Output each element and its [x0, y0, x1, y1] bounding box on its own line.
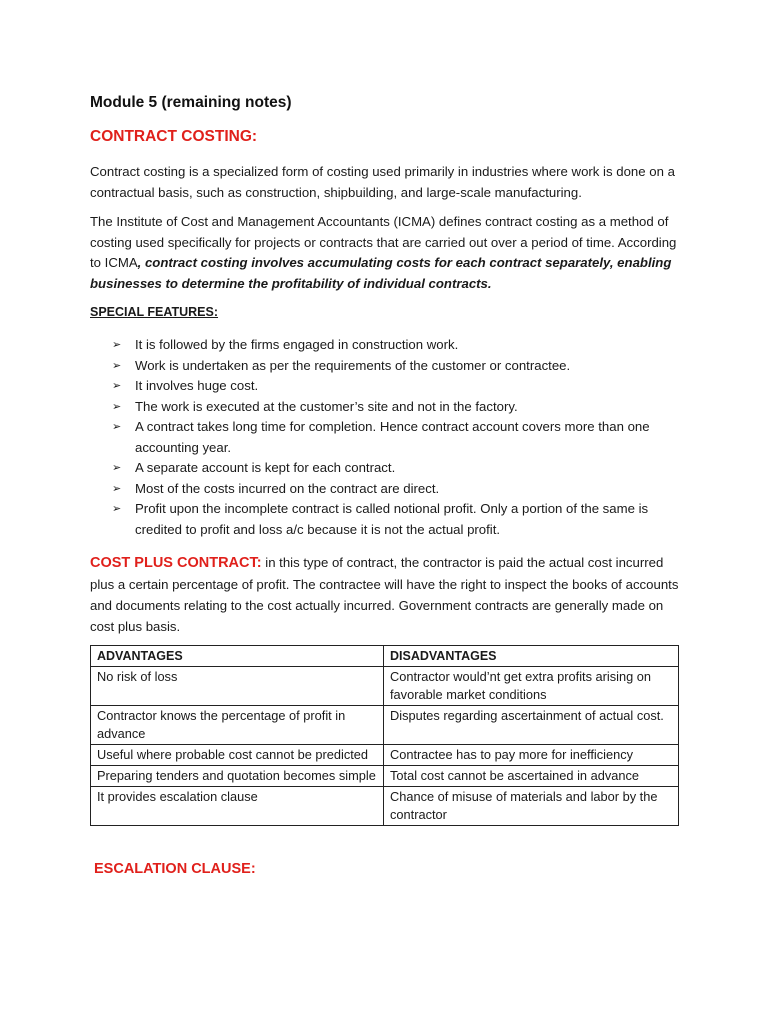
advantage-cell: Useful where probable cost cannot be predicted: [91, 745, 384, 766]
icma-definition-text: The Institute of Cost and Management Accountants (ICMA) defines contract costing as a method of costing used specifically for projects or contracts that are carried out over a period of time. According to ICMA: [90, 214, 677, 270]
list-item: [90, 397, 682, 418]
list-item-text: A separate account is kept for each contract.: [135, 460, 396, 475]
escalation-clause-heading: ESCALATION CLAUSE:: [94, 861, 256, 877]
list-item-text: It involves huge cost.: [135, 378, 259, 393]
table-row: [91, 706, 679, 745]
table-row: [91, 766, 679, 787]
contract-costing-heading: CONTRACT COSTING:: [90, 128, 258, 145]
disadvantage-cell: Chance of misuse of materials and labor by the contractor: [384, 787, 679, 826]
arrow-bullet-icon: ➢: [112, 359, 122, 372]
disadvantage-cell: Disputes regarding ascertainment of actual cost.: [384, 706, 679, 745]
arrow-bullet-icon: ➢: [112, 462, 122, 474]
advantage-cell: Contractor knows the percentage of profit in advance: [91, 706, 384, 745]
cost-plus-contract-text: in this type of contract, the contractor is paid the actual cost incurred plus a certain percentage of profit. The contractee will have the right to inspect the books of accounts and documents relating to the cost actually incurred. Government contracts are generally made on cost plus basis.: [90, 555, 679, 634]
icma-definition-emphasis: , contract costing involves accumulating costs for each contract separately, enabling businesses to determine the profitability of individual contracts.: [90, 255, 672, 291]
arrow-bullet-icon: ➢: [112, 380, 122, 392]
special-features-heading: SPECIAL FEATURES:: [90, 305, 219, 319]
arrow-bullet-icon: ➢: [112, 339, 122, 351]
advantage-cell: It provides escalation clause: [91, 787, 384, 826]
list-item-text: Work is undertaken as per the requirements of the customer or contractee.: [135, 357, 571, 373]
icma-definition: [90, 212, 682, 294]
list-item: [90, 356, 682, 377]
list-item-text: A contract takes long time for completion. Hence contract account covers more than one accounting year.: [135, 419, 650, 455]
disadvantage-cell: Contractee has to pay more for inefficiency: [384, 745, 679, 766]
list-item-text: Most of the costs incurred on the contract are direct.: [135, 480, 440, 496]
list-item-text: Profit upon the incomplete contract is called notional profit. Only a portion of the same is credited to profit and loss a/c because it is not the actual profit.: [135, 501, 649, 537]
list-item: [90, 335, 682, 356]
advantages-header: ADVANTAGES: [91, 646, 384, 667]
list-item: [90, 417, 682, 458]
list-item-text: It is followed by the firms engaged in construction work.: [135, 337, 459, 352]
module-title: Module 5 (remaining notes): [90, 94, 292, 111]
disadvantages-header: DISADVANTAGES: [384, 646, 679, 667]
disadvantage-cell: Contractor would’nt get extra profits arising on favorable market conditions: [384, 667, 679, 706]
contract-costing-intro: Contract costing is a specialized form of costing used primarily in industries where work is done on a contractual basis, such as construction, shipbuilding, and large-scale manufacturing.: [90, 164, 675, 200]
arrow-bullet-icon: ➢: [112, 482, 122, 495]
arrow-bullet-icon: ➢: [112, 400, 122, 413]
special-features-list: [90, 335, 682, 540]
advantages-disadvantages-table: [90, 645, 679, 826]
table-row: [91, 745, 679, 766]
cost-plus-contract-heading: COST PLUS CONTRACT:: [90, 555, 262, 571]
list-item: [90, 499, 682, 540]
advantage-cell: No risk of loss: [91, 667, 384, 706]
arrow-bullet-icon: ➢: [112, 503, 122, 515]
table-header-row: [91, 646, 679, 667]
disadvantage-cell: Total cost cannot be ascertained in advance: [384, 766, 679, 787]
list-item: [90, 479, 682, 500]
table-row: [91, 787, 679, 826]
list-item: [90, 376, 682, 397]
cost-plus-contract-paragraph: [90, 552, 682, 637]
list-item-text: The work is executed at the customer’s site and not in the factory.: [135, 398, 518, 414]
advantage-cell: Preparing tenders and quotation becomes simple: [91, 766, 384, 787]
arrow-bullet-icon: ➢: [112, 421, 122, 433]
table-row: [91, 667, 679, 706]
list-item: [90, 458, 682, 479]
